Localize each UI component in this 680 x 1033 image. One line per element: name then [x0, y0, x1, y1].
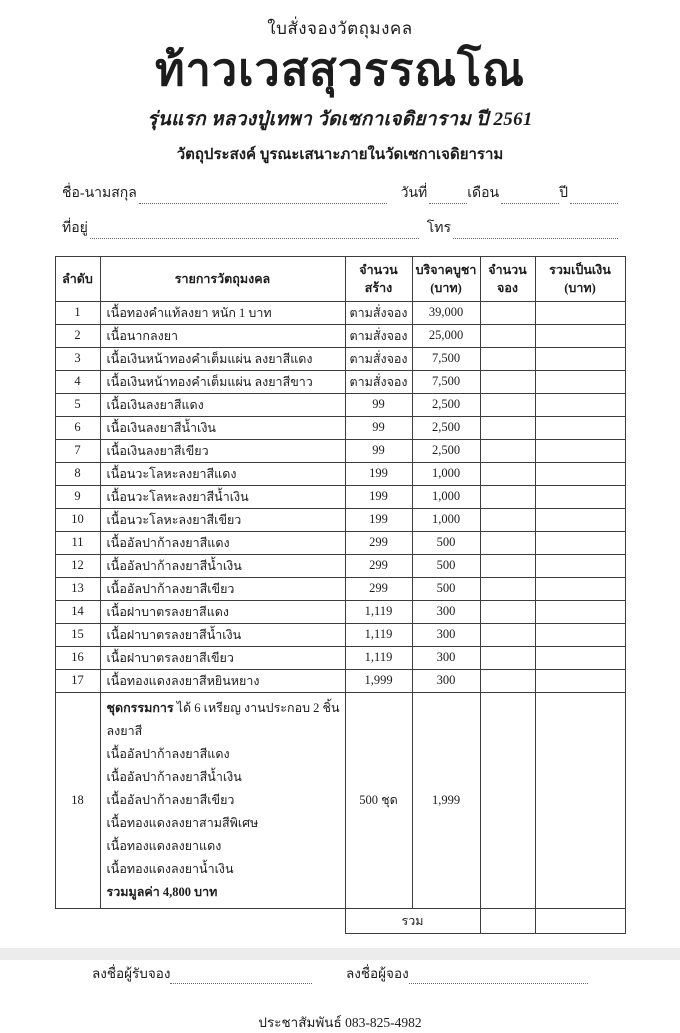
signature-row: [92, 962, 588, 984]
cell-quantity-reserved: [480, 669, 535, 692]
cell-donation-price: 300: [412, 600, 480, 623]
cell-quantity-made: ตามสั่งจอง: [345, 301, 412, 324]
booker-signature-line: [409, 969, 588, 984]
contact-phone-line: ประชาสัมพันธ์ 083-825-4982: [258, 1014, 422, 1030]
cell-no: 7: [55, 439, 100, 462]
table-row: [55, 646, 625, 669]
cell-quantity-made: 1,119: [345, 646, 412, 669]
cell-quantity-made: 1,119: [345, 600, 412, 623]
cell-no: 12: [55, 554, 100, 577]
cell-no: 6: [55, 416, 100, 439]
set-description-line: ชุดกรรมการ ได้ 6 เหรียญ งานประกอบ 2 ชิ้นลงยาสี: [106, 700, 340, 738]
receiver-signature-line: [170, 969, 312, 984]
cell-no: 2: [55, 324, 100, 347]
col-header-donation-price: บริจาคบูชา (บาท): [412, 256, 480, 301]
grand-total-spacer: [55, 908, 345, 933]
table-row: [55, 393, 625, 416]
table-row-committee-set: [55, 692, 625, 908]
year-fill-line: [570, 189, 618, 204]
cell-donation-price: 2,500: [412, 393, 480, 416]
set-item-line: เนื้อทองแดงลงยาแดง: [106, 838, 222, 853]
cell-item: เนื้ออัลปาก้าลงยาสีน้ำเงิน: [100, 554, 345, 577]
cell-item: เนื้อเงินลงยาสีเขียว: [100, 439, 345, 462]
table-row: [55, 416, 625, 439]
cell-quantity-reserved: [480, 623, 535, 646]
cell-quantity-made: 99: [345, 393, 412, 416]
deity-name-title: ท้าวเวสสุวรรณโณ: [154, 43, 526, 96]
table-row: [55, 508, 625, 531]
cell-quantity-reserved: [480, 600, 535, 623]
cell-donation-price: 25,000: [412, 324, 480, 347]
cell-item: เนื้อทองคำแท้ลงยา หนัก 1 บาท: [100, 301, 345, 324]
cell-item: เนื้อฝาบาตรลงยาสีแดง: [100, 600, 345, 623]
cell-total-amount: [535, 324, 625, 347]
cell-total-amount: [535, 577, 625, 600]
cell-donation-price: 7,500: [412, 370, 480, 393]
cell-quantity-made: 500 ชุด: [345, 692, 412, 908]
address-fill-line: [90, 224, 419, 239]
cell-item: เนื้อเงินลงยาสีแดง: [100, 393, 345, 416]
cell-donation-price: 2,500: [412, 439, 480, 462]
cell-donation-price: 1,000: [412, 508, 480, 531]
col-header-quantity-made: จำนวน สร้าง: [345, 256, 412, 301]
cell-quantity-reserved: [480, 577, 535, 600]
cell-quantity-made: 99: [345, 416, 412, 439]
cell-no: 15: [55, 623, 100, 646]
cell-no: 16: [55, 646, 100, 669]
cell-quantity-reserved: [480, 462, 535, 485]
table-row: [55, 301, 625, 324]
address-phone-row: [62, 217, 618, 239]
cell-total-amount: [535, 301, 625, 324]
purpose-line: วัตถุประสงค์ บูรณะเสนาะภายในวัดเซกาเจดิยาราม: [176, 146, 504, 163]
document-header: [0, 0, 680, 166]
edition-subtitle: รุ่นแรก หลวงปู่เทพา วัดเซกาเจดิยาราม ปี 2561: [147, 108, 533, 130]
cell-total-amount: [535, 370, 625, 393]
grand-total-section: [55, 908, 625, 933]
set-item-line: เนื้อทองแดงลงยาน้ำเงิน: [106, 861, 234, 876]
grand-total-reserved-cell: [480, 908, 535, 933]
cell-quantity-reserved: [480, 554, 535, 577]
cell-total-amount: [535, 416, 625, 439]
receiver-signature: [92, 962, 312, 984]
cell-donation-price: 300: [412, 669, 480, 692]
cell-quantity-reserved: [480, 324, 535, 347]
cell-quantity-reserved: [480, 370, 535, 393]
month-fill-line: [501, 189, 559, 204]
cell-no: 5: [55, 393, 100, 416]
cell-item: เนื้อนวะโลหะลงยาสีน้ำเงิน: [100, 485, 345, 508]
name-date-row: [62, 182, 618, 204]
form-type-title: ใบสั่งจองวัตถุมงคล: [267, 19, 413, 38]
table-row: [55, 531, 625, 554]
cell-total-amount: [535, 508, 625, 531]
col-header-item: รายการวัตถุมงคล: [100, 256, 345, 301]
cell-quantity-reserved: [480, 485, 535, 508]
cell-donation-price: 39,000: [412, 301, 480, 324]
item-rows: [55, 301, 625, 692]
cell-quantity-reserved: [480, 531, 535, 554]
grand-total-label-cell: รวม: [345, 908, 480, 933]
cell-donation-price: 2,500: [412, 416, 480, 439]
table-row: [55, 669, 625, 692]
cell-total-amount: [535, 692, 625, 908]
cell-quantity-made: ตามสั่งจอง: [345, 347, 412, 370]
cell-no: 11: [55, 531, 100, 554]
cell-no: 18: [55, 692, 100, 908]
cell-donation-price: 1,000: [412, 462, 480, 485]
cell-quantity-reserved: [480, 393, 535, 416]
grand-total-amount-cell: [535, 908, 625, 933]
cell-no: 1: [55, 301, 100, 324]
cell-quantity-made: 299: [345, 577, 412, 600]
cell-item: [100, 692, 345, 908]
date-fill-line: [429, 189, 467, 204]
cell-total-amount: [535, 393, 625, 416]
customer-fields: [62, 182, 618, 239]
cell-donation-price: 7,500: [412, 347, 480, 370]
cell-no: 13: [55, 577, 100, 600]
table-row: [55, 623, 625, 646]
cell-total-amount: [535, 531, 625, 554]
name-label: ชื่อ-นามสกุล: [62, 185, 137, 201]
cell-no: 8: [55, 462, 100, 485]
cell-donation-price: 300: [412, 646, 480, 669]
cell-quantity-reserved: [480, 416, 535, 439]
cell-quantity-made: ตามสั่งจอง: [345, 324, 412, 347]
table-row: [55, 347, 625, 370]
cell-item: เนื้อนวะโลหะลงยาสีเขียว: [100, 508, 345, 531]
cell-quantity-reserved: [480, 439, 535, 462]
table-row: [55, 554, 625, 577]
cell-total-amount: [535, 485, 625, 508]
cell-no: 14: [55, 600, 100, 623]
cell-total-amount: [535, 600, 625, 623]
cell-quantity-made: 299: [345, 531, 412, 554]
cell-no: 3: [55, 347, 100, 370]
table-row: [55, 462, 625, 485]
cell-item: เนื้อฝาบาตรลงยาสีเขียว: [100, 646, 345, 669]
cell-item: เนื้อเงินหน้าทองคำเต็มแผ่น ลงยาสีแดง: [100, 347, 345, 370]
cell-item: เนื้อทองแดงลงยาสีหยินหยาง: [100, 669, 345, 692]
cell-donation-price: 500: [412, 554, 480, 577]
table-header: [55, 256, 625, 301]
cell-no: 10: [55, 508, 100, 531]
table-row: [55, 577, 625, 600]
cell-item: เนื้อนวะโลหะลงยาสีแดง: [100, 462, 345, 485]
set-item-line: เนื้อทองแดงลงยาสามสีพิเศษ: [106, 815, 259, 830]
cell-no: 17: [55, 669, 100, 692]
cell-total-amount: [535, 462, 625, 485]
cell-total-amount: [535, 623, 625, 646]
cell-quantity-made: 99: [345, 439, 412, 462]
table-row: [55, 324, 625, 347]
booker-signature-label: ลงชื่อผู้จอง: [346, 965, 409, 981]
cell-item: เนื้ออัลปาก้าลงยาสีแดง: [100, 531, 345, 554]
cell-item: เนื้อเงินหน้าทองคำเต็มแผ่น ลงยาสีขาว: [100, 370, 345, 393]
set-item-line: เนื้ออัลปาก้าลงยาสีน้ำเงิน: [106, 769, 242, 784]
cell-donation-price: 500: [412, 577, 480, 600]
cell-quantity-reserved: [480, 301, 535, 324]
cell-quantity-made: 1,119: [345, 623, 412, 646]
cell-item: เนื้อฝาบาตรลงยาสีน้ำเงิน: [100, 623, 345, 646]
phone-fill-line: [453, 224, 618, 239]
cell-item: เนื้ออัลปาก้าลงยาสีเขียว: [100, 577, 345, 600]
month-label: เดือน: [467, 185, 500, 201]
cell-no: 9: [55, 485, 100, 508]
receiver-signature-label: ลงชื่อผู้รับจอง: [92, 965, 171, 981]
cell-donation-price: 500: [412, 531, 480, 554]
cell-quantity-reserved: [480, 508, 535, 531]
date-label: วันที่: [400, 185, 428, 201]
booker-signature: [346, 962, 588, 984]
col-header-total-amount: รวมเป็นเงิน (บาท): [535, 256, 625, 301]
amulet-order-table: [55, 256, 626, 934]
cell-quantity-reserved: [480, 347, 535, 370]
table-row: [55, 439, 625, 462]
cell-item: เนื้อนากลงยา: [100, 324, 345, 347]
cell-total-amount: [535, 347, 625, 370]
cell-quantity-made: 199: [345, 508, 412, 531]
cell-quantity-reserved: [480, 646, 535, 669]
cell-quantity-made: 199: [345, 485, 412, 508]
table-row: [55, 370, 625, 393]
col-header-no: ลำดับ: [55, 256, 100, 301]
cell-donation-price: 300: [412, 623, 480, 646]
cell-donation-price: 1,000: [412, 485, 480, 508]
col-header-quantity-reserved: จำนวน จอง: [480, 256, 535, 301]
name-fill-line: [139, 189, 387, 204]
table-row: [55, 485, 625, 508]
cell-no: 4: [55, 370, 100, 393]
cell-quantity-made: 199: [345, 462, 412, 485]
cell-quantity-made: 299: [345, 554, 412, 577]
cell-donation-price: 1,999: [412, 692, 480, 908]
cell-item: เนื้อเงินลงยาสีน้ำเงิน: [100, 416, 345, 439]
cell-quantity-reserved: [480, 692, 535, 908]
committee-set-section: [55, 692, 625, 908]
cell-total-amount: [535, 554, 625, 577]
table-row: [55, 600, 625, 623]
address-label: ที่อยู่: [62, 220, 88, 236]
cell-quantity-made: 1,999: [345, 669, 412, 692]
year-label: ปี: [559, 185, 568, 201]
set-item-line: เนื้ออัลปาก้าลงยาสีเขียว: [106, 792, 235, 807]
cell-total-amount: [535, 646, 625, 669]
cell-total-amount: [535, 669, 625, 692]
set-value-line: รวมมูลค่า 4,800 บาท: [106, 884, 218, 899]
grand-total-row: [55, 908, 625, 933]
set-item-line: เนื้ออัลปาก้าลงยาสีแดง: [106, 746, 230, 761]
phone-label: โทร: [426, 220, 451, 236]
cell-quantity-made: ตามสั่งจอง: [345, 370, 412, 393]
page-bottom-edge: [0, 948, 680, 960]
cell-total-amount: [535, 439, 625, 462]
